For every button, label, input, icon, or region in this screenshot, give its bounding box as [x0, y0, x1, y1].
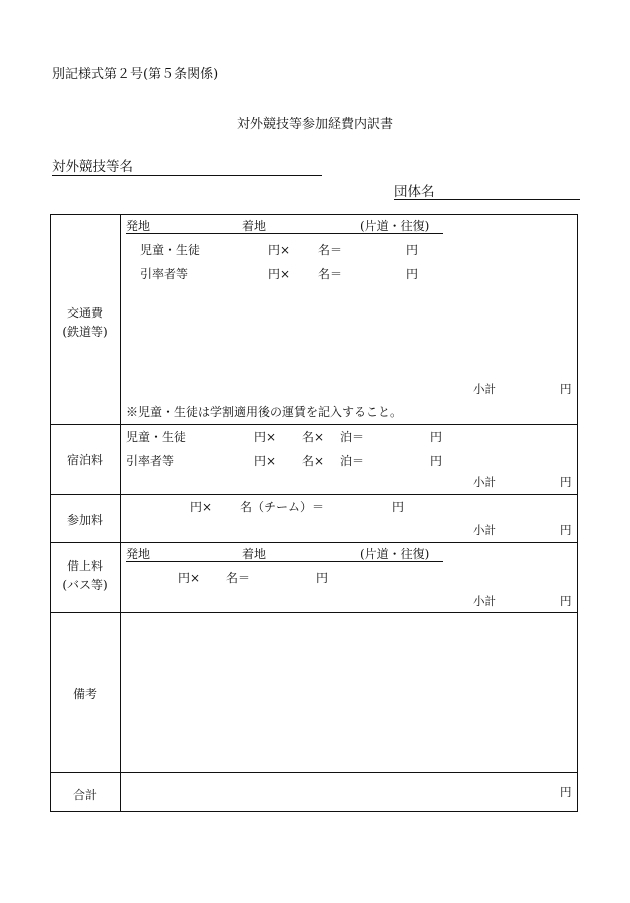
entry-fee-subtotal-label: 小計 — [473, 523, 496, 537]
transport-leader-label: 引率者等 — [140, 267, 189, 281]
rental-category — [50, 557, 120, 594]
transport-leader-count: 名＝ — [318, 267, 343, 281]
entry-fee-subtotal-yen: 円 — [560, 523, 572, 537]
entry-fee-amount: 円 — [392, 500, 405, 514]
rental-arrival-label: 着地 — [242, 547, 267, 561]
transport-student-count: 名＝ — [318, 243, 343, 257]
lodging-leader-count: 名× — [302, 454, 325, 468]
transport-student-label: 児童・生徒 — [140, 243, 201, 257]
row-divider — [50, 542, 578, 543]
category-divider — [120, 214, 121, 812]
lodging-subtotal-label: 小計 — [473, 475, 496, 489]
trip-type-label: (片道・往復) — [360, 219, 430, 233]
row-divider — [50, 612, 578, 613]
group-name-label: 団体名 — [394, 184, 435, 200]
event-name-label: 対外競技等名 — [52, 159, 133, 175]
rental-route-field-line[interactable] — [126, 561, 443, 562]
row-divider — [50, 424, 578, 425]
rental-sublabel: (バス等) — [62, 577, 108, 592]
row-divider — [50, 772, 578, 773]
entry-fee-count: 名（チーム）＝ — [240, 500, 325, 514]
remarks-label: 備考 — [72, 687, 97, 701]
rental-subtotal-yen: 円 — [560, 594, 572, 608]
rental-unit: 円× — [178, 571, 201, 585]
lodging-leader-nights: 泊＝ — [340, 454, 365, 468]
departure-label: 発地 — [126, 219, 151, 233]
rental-amount: 円 — [316, 571, 329, 585]
lodging-student-count: 名× — [302, 430, 325, 444]
lodging-leader-label: 引率者等 — [126, 454, 175, 468]
total-label: 合計 — [72, 788, 97, 802]
row-divider — [50, 494, 578, 495]
lodging-label: 宿泊料 — [66, 453, 103, 467]
rental-subtotal-label: 小計 — [473, 594, 496, 608]
entry-fee-unit: 円× — [190, 500, 213, 514]
remarks-field[interactable] — [122, 614, 576, 770]
lodging-student-label: 児童・生徒 — [126, 430, 187, 444]
transport-leader-amount: 円 — [406, 267, 419, 281]
form-reference: 別記様式第２号(第５条関係) — [52, 67, 219, 82]
route-field-line[interactable] — [126, 233, 443, 234]
lodging-student-nights: 泊＝ — [340, 430, 365, 444]
lodging-leader-amount: 円 — [430, 454, 443, 468]
transport-student-amount: 円 — [406, 243, 419, 257]
rental-count: 名＝ — [226, 571, 251, 585]
transport-leader-unit: 円× — [268, 267, 291, 281]
transport-category — [50, 304, 120, 341]
rental-label: 借上料 — [66, 559, 103, 573]
lodging-subtotal-yen: 円 — [560, 475, 572, 489]
group-name-field[interactable] — [394, 199, 580, 200]
event-name-field[interactable] — [52, 175, 322, 176]
lodging-student-amount: 円 — [430, 430, 443, 444]
rental-trip-type-label: (片道・往復) — [360, 547, 430, 561]
transport-subtotal-yen: 円 — [560, 382, 572, 396]
lodging-student-unit: 円× — [254, 430, 277, 444]
rental-departure-label: 発地 — [126, 547, 151, 561]
lodging-leader-unit: 円× — [254, 454, 277, 468]
arrival-label: 着地 — [242, 219, 267, 233]
transport-subtotal-label: 小計 — [473, 382, 496, 396]
transport-label: 交通費 — [66, 306, 103, 320]
entry-fee-label: 参加料 — [66, 513, 103, 527]
total-yen: 円 — [560, 785, 572, 799]
transport-sublabel: (鉄道等) — [62, 324, 108, 339]
transport-student-unit: 円× — [268, 243, 291, 257]
document-title: 対外競技等参加経費内訳書 — [236, 117, 393, 132]
transport-note: ※児童・生徒は学割適用後の運賃を記入すること。 — [126, 405, 403, 419]
